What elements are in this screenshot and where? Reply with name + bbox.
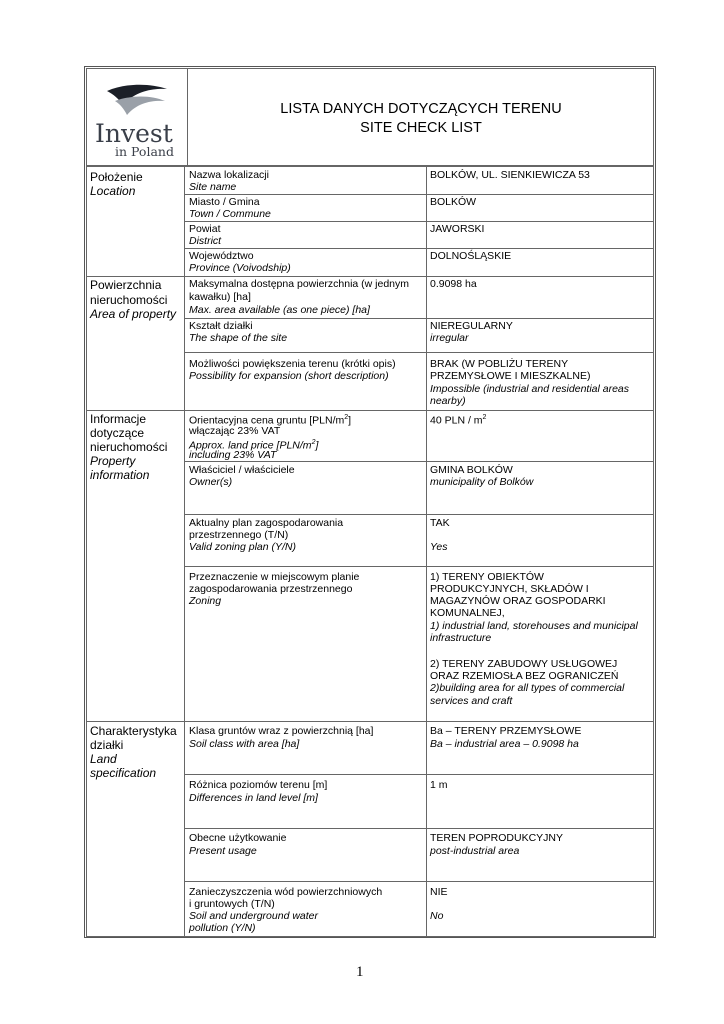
- usage-label-en: Present usage: [189, 845, 257, 857]
- shape-value-en: irregular: [430, 332, 469, 344]
- expansion-value-2: PRZEMYSŁOWE I MIESZKALNE): [430, 370, 591, 382]
- expansion-label-en: Possibility for expansion (short description): [189, 370, 389, 382]
- section-info-pl3: nieruchomości: [90, 440, 168, 454]
- section-location-pl: Położenie: [90, 170, 143, 184]
- max-area-label-1: Maksymalna dostępna powierzchnia (w jednym: [189, 278, 410, 290]
- zoning-value-6: infrastructure: [430, 632, 492, 644]
- soil-value-en: Ba – industrial area – 0.9098 ha: [430, 738, 579, 750]
- zoning-plan-label-en: Valid zoning plan (Y/N): [189, 541, 296, 553]
- level-value: 1 m: [430, 779, 448, 791]
- usage-label: Obecne użytkowanie: [189, 832, 287, 844]
- price-label-1: Orientacyjna cena gruntu $[PLN/m^2]$: [189, 414, 352, 427]
- section-area-pl1: Powierzchnia: [90, 278, 162, 292]
- zoning-value-5: 1) industrial land, storehouses and municipal: [430, 620, 638, 632]
- site-name-value: BOLKÓW, UL. SIENKIEWICZA 53: [430, 169, 590, 181]
- soil-label: Klasa gruntów wraz z powierzchnią [ha]: [189, 725, 374, 737]
- province-value: DOLNOŚLĄSKIE: [430, 250, 512, 262]
- section-area-en: Area of property: [90, 307, 177, 321]
- logo-subtitle: in Poland: [115, 144, 174, 159]
- province-label: Województwo: [189, 250, 254, 262]
- document-header: [86, 68, 654, 166]
- price-label-2: włączając 23% VAT: [189, 425, 281, 437]
- zoning-plan-value-en: Yes: [430, 541, 448, 553]
- shape-label-en: The shape of the site: [189, 332, 288, 344]
- max-area-label-en: Max. area available (as one piece) [ha]: [189, 304, 370, 316]
- owner-label-en: Owner(s): [189, 476, 233, 488]
- expansion-value-3: Impossible (industrial and residential areas: [430, 383, 630, 395]
- price-value: 40 PLN / $m^2$: [430, 414, 487, 427]
- level-label-en: Differences in land level [m]: [189, 792, 318, 804]
- zoning-value-10: services and craft: [430, 695, 513, 707]
- zoning-plan-label-1: Aktualny plan zagospodarowania: [189, 517, 344, 529]
- logo-swoosh-icon: [105, 83, 169, 119]
- soil-label-en: Soil class with area [ha]: [189, 738, 300, 750]
- logo-word: Invest: [95, 119, 173, 148]
- pollution-value-en: No: [430, 910, 444, 922]
- section-info-en2: information: [90, 468, 150, 482]
- pollution-label-en-1: Soil and underground water: [189, 910, 319, 922]
- town-value: BOLKÓW: [430, 196, 477, 208]
- zoning-value-7: 2) TERENY ZABUDOWY USŁUGOWEJ: [430, 658, 618, 670]
- zoning-plan-label-2: przestrzennego (T/N): [189, 529, 289, 541]
- max-area-value: 0.9098 ha: [430, 278, 477, 290]
- section-land-pl2: działki: [90, 738, 124, 752]
- shape-label: Kształt działki: [189, 320, 253, 332]
- zoning-value-4: KOMUNALNEJ,: [430, 607, 505, 619]
- zoning-plan-value: TAK: [430, 517, 450, 529]
- zoning-value-3: MAGAZYNÓW ORAZ GOSPODARKI: [430, 595, 606, 607]
- page-number: 1: [356, 964, 364, 980]
- section-land-en1: Land: [90, 752, 117, 766]
- price-label-en-1: Approx. land price $[PLN/m^2]$: [189, 439, 319, 452]
- pollution-label-1: Zanieczyszczenia wód powierzchniowych: [189, 886, 383, 898]
- zoning-value-2: PRODUKCYJNYCH, SKŁADÓW I: [430, 583, 589, 595]
- title-english: SITE CHECK LIST: [360, 120, 482, 136]
- town-label-en: Town / Commune: [189, 208, 271, 220]
- section-info-pl1: Informacje: [90, 412, 147, 426]
- zoning-label-en: Zoning: [189, 595, 222, 607]
- province-label-en: Province (Voivodship): [189, 262, 291, 274]
- expansion-value-1: BRAK (W POBLIŻU TERENY: [430, 358, 569, 370]
- zoning-value-1: 1) TERENY OBIEKTÓW: [430, 571, 544, 583]
- zoning-label-2: zagospodarowania przestrzennego: [189, 583, 353, 595]
- expansion-label: Możliwości powiększenia terenu (krótki opis): [189, 358, 396, 370]
- price-label-en-2: including 23% VAT: [189, 449, 277, 461]
- section-location-en: Location: [90, 184, 136, 198]
- pollution-value: NIE: [430, 886, 448, 898]
- site-name-label-en: Site name: [189, 181, 237, 193]
- usage-value-en: post-industrial area: [430, 845, 520, 857]
- level-label: Różnica poziomów terenu [m]: [189, 779, 328, 791]
- zoning-value-8: ORAZ RZEMIOSŁA BEZ OGRANICZEŃ: [430, 670, 619, 682]
- owner-label: Właściciel / właściciele: [189, 464, 295, 476]
- soil-value: Ba – TERENY PRZEMYSŁOWE: [430, 725, 582, 737]
- usage-value: TEREN POPRODUKCYJNY: [430, 832, 564, 844]
- district-label: Powiat: [189, 223, 221, 235]
- invest-in-poland-logo: [87, 69, 188, 165]
- pollution-label-2: i gruntowych (T/N): [189, 898, 275, 910]
- section-info-en1: Property: [90, 454, 136, 468]
- pollution-label-en-2: pollution (Y/N): [189, 922, 256, 934]
- zoning-label-1: Przeznaczenie w miejscowym planie: [189, 571, 360, 583]
- section-land-en2: specification: [90, 766, 157, 780]
- site-name-label: Nazwa lokalizacji: [189, 169, 269, 181]
- owner-value: GMINA BOLKÓW: [430, 464, 513, 476]
- expansion-value-4: nearby): [430, 395, 466, 407]
- site-check-table: [86, 166, 654, 936]
- district-value: JAWORSKI: [430, 223, 485, 235]
- title-polish: LISTA DANYCH DOTYCZĄCYCH TERENU: [280, 101, 562, 117]
- shape-value: NIEREGULARNY: [430, 320, 513, 332]
- zoning-value-9: 2)building area for all types of commercial: [430, 682, 625, 694]
- town-label: Miasto / Gmina: [189, 196, 260, 208]
- section-info-pl2: dotyczące: [90, 426, 145, 440]
- section-area-pl2: nieruchomości: [90, 293, 168, 307]
- district-label-en: District: [189, 235, 222, 247]
- max-area-label-2: kawałku) [ha]: [189, 291, 251, 303]
- owner-value-en: municipality of Bolków: [430, 476, 534, 488]
- section-land-pl1: Charakterystyka: [90, 724, 177, 738]
